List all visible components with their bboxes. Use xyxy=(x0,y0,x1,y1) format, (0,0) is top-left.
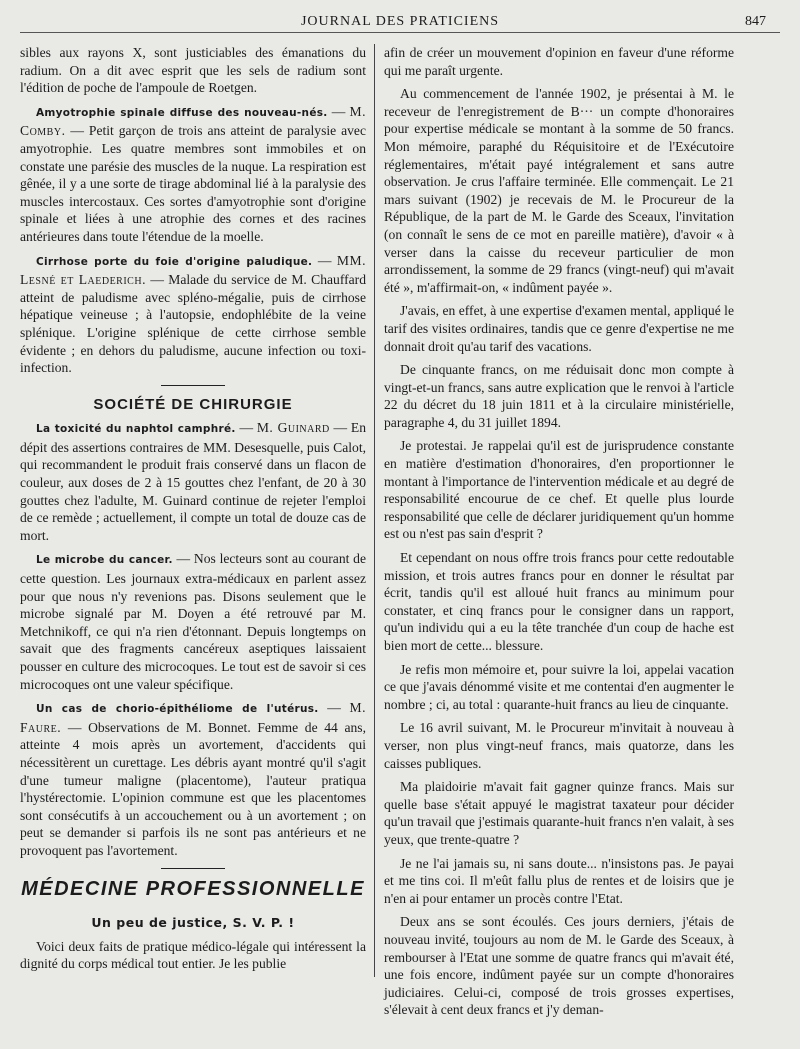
paragraph: J'avais, en effet, à une expertise d'examen mental, appliqué le tarif des visites ordinaires, tandis que ce genre d'expertise ne me donnait droit qu'au tarif des vacations. xyxy=(384,303,734,354)
paragraph: Je protestai. Je rappelai qu'il est de jurisprudence constante en matière d'estimation d'honoraires, d'en proportionner le montant à l'importance de l'intervention médicale et au degré de responsabilité encourue de ce chef. Et quelle plus lourde responsabilité que celle de déclarer juridiquement qu'un homme est ou n'est pas sain d'esprit ? xyxy=(384,438,734,542)
paragraph: afin de créer un mouvement d'opinion en faveur d'une réforme qui me paraît urgente. xyxy=(384,45,734,78)
section-title-medecine: MÉDECINE PROFESSIONNELLE xyxy=(21,877,365,900)
column-divider xyxy=(374,44,375,977)
page-number: 847 xyxy=(745,14,766,29)
article-heading: Un cas de chorio-épithéliome de l'utérus. xyxy=(36,703,319,716)
article-microbe: Le microbe du cancer. — Nos lecteurs sont au courant de cette question. Les journaux extra-médicaux en parlent assez pour que nous n'y revenions pas. Disons seulement que le microbe signalé par M. Doyen a été retrouvé par M. Metchnikoff, ce qui n'a rien d'étonnant. Depuis longtemps on savait que des fragments cancéreux aseptiques laissaient pousser en culture des microcoques. Le tout est de savoir si ces microcoques ont une valeur spécifique. xyxy=(20,551,367,692)
article-subtitle: Un peu de justice, S. V. P. ! xyxy=(91,915,295,931)
article-author: M. Guinard xyxy=(256,420,330,436)
paragraph: De cinquante francs, on me réduisait donc mon compte à vingt-et-un francs, sans autre explication que le renvoi à l'article 22 du décret du 18 juin 1811 et à la circulaire ministérielle, paragraphe 4, du 31 juillet 1894. xyxy=(384,362,734,430)
article-text: Malade du service de M. Chauffard atteint de paludisme avec spléno-mégalie, puis de cirrhose hépatique veineuse ; à l'autopsie, endophlébite de la veine splénique. L'origine splénique de cette cirrhose semble évidente ; en dehors du paludisme, aucune infection ou toxi-infection. xyxy=(20,272,367,376)
article-text: Observations de M. Bonnet. Femme de 44 ans, atteinte 4 mois après un avortement, d'accidents qui nécessitèrent un curettage. Les débris ayant montré qu'il s'agit d'une tumeur maligne (placentome), l'auteur pratiqua l'hystérectomie. L'opinion commune est que les placentomes sont consécutifs à un accouchement ou à un avortement ; on peut se demander si parfois ils ne sont pas antérieurs et ne provoquent pas l'avortement. xyxy=(20,719,367,858)
article-amyotrophie: Amyotrophie spinale diffuse des nouveau-nés. — M. Comby. — Petit garçon de trois ans atteint de paralysie avec amyotrophie. Les quatre membres sont immobiles et on constate une parésie des muscles de la nuque. La respiration est gênée, il y a une sorte de tirage abdominal lié à la paralysie des muscles intercostaux. Ces sortes d'amyotrophie sont d'origine spinale et liées à une atrophie des cornes et des racines antérieures dans toute l'étendue de la moelle. xyxy=(20,103,367,244)
article-heading: La toxicité du naphtol camphré. xyxy=(36,423,236,436)
paragraph: Je ne l'ai jamais su, ni sans doute... n'insistons pas. Je payai et me tins coi. Il m'eût fallu plus de rentes et de loisirs que je n'en ai pour entamer un procès contre l'Etat. xyxy=(384,855,734,906)
closing-paragraph: Voici deux faits de pratique médico-légale qui intéressent la dignité du corps médical tout entier. Je les publie xyxy=(20,938,366,972)
paragraph: Et cependant on nous offre trois francs pour cette redoutable mission, et trois autres francs pour en donner le résultat par écrit, tandis qu'il est alloué huit francs au minimum pour constater, et cinq francs pour le consigner dans un rapport, qu'un individu qui a eu la tête tranchée d'un coup de hache est bien mort de cette... blessure. xyxy=(384,550,734,653)
paragraph: Ma plaidoirie m'avait fait gagner quinze francs. Mais sur quelle base s'était appuyé le magistrat taxateur pour décider qu'un travail que j'estimais quarante-huit francs n'en valait, à ses yeux, que trente-quatre ? xyxy=(384,779,734,847)
paragraph: Au commencement de l'année 1902, je présentai à M. le receveur de l'enregistrement de B··· un compte d'honoraires pour expertise médicale se montant à la somme de 50 francs. Mon mémoire, paraphé du Réquisitoire et de l'Exécutoire réglementaires, m'était payé intégralement et sans autre observation. Je crus l'affaire terminée. Elle commençait. Le 21 mars suivant (1902) je recevais de M. le Procureur de la République, de la part de M. le Garde des Sceaux, l'invitation (on connaît le sens de ce mot en pareille matière), d'avoir « à verser dans la caisse du receveur particulier de mon arrondissement, la somme de 29 francs (vingt-neuf) qui m'avait été », m'affirmait-on, « indûment payée ». xyxy=(384,86,734,295)
running-header xyxy=(20,4,780,33)
article-chorio: Un cas de chorio-épithéliome de l'utérus. — M. Faure. — Observations de M. Bonnet. Femme de 44 ans, atteinte 4 mois après un avortement, d'accidents qui nécessitèrent un curettage. Les débris ayant montré qu'il s'agit d'une tumeur maligne (placentome), l'auteur pratiqua l'hystérectomie. L'opinion commune est que les placentomes sont consécutifs à un accouchement ou à un avortement ; on peut se demander si parfois ils ne sont pas antérieurs et ne provoquent pas l'avortement. xyxy=(20,700,367,858)
paragraph: Deux ans se sont écoulés. Ces jours derniers, j'étais de nouveau invité, toujours au nom de M. le Garde des Sceaux, à rembourser à l'Etat une somme de quatre francs qui m'avait été, une fois encore, indûment payée sur un compte d'honoraires judiciaires. Celui-ci, composé de trois grosses expertises, s'élevait à cent deux francs et j'y deman- xyxy=(384,914,734,1018)
article-text: En dépit des assertions contraires de MM. Desesquelle, puis Calot, qui recommandent le produit frais conservé dans un flacon de couleur, aux doses de 2 à 15 gouttes chez l'enfant, de 20 à 30 gouttes chez l'adulte, M. Guinard continue de rejeter l'emploi de ce remède ; actuellement, il compte un total de douze cas de mort. xyxy=(20,420,367,543)
left-column xyxy=(20,44,366,979)
right-column xyxy=(384,44,734,1025)
article-text: Petit garçon de trois ans atteint de paralysie avec amyotrophie. Les quatre membres sont immobiles et on constate une parésie des muscles de la nuque. La respiration est gênée, il y a une sorte de tirage abdominal lié à la paralysie des muscles intercostaux. Ces sortes d'amyotrophie sont d'origine spinale et liées à une atrophie des cornes et des racines antérieures dans toute l'étendue de la moelle. xyxy=(20,123,366,244)
paragraph: Je refis mon mémoire et, pour suivre la loi, appelai vacation ce que j'avais dénommé visite et me contentai d'en augmenter le nombre ; ci, au total : quarante-huit francs au lieu de cinquante. xyxy=(384,661,734,712)
article-cirrhose: Cirrhose porte du foie d'origine paludique. — MM. Lesné et Laederich. — Malade du service de M. Chauffard atteint de paludisme avec spléno-mégalie, puis de cirrhose hépatique veineuse ; à l'autopsie, endophlébite de la veine splénique. L'origine splénique de cette cirrhose semble évidente ; en dehors du paludisme, aucune infection ou toxi-infection. xyxy=(20,252,367,376)
intro-paragraph: sibles aux rayons X, sont justiciables des émanations du radium. On a dit avec esprit que les sels de radium sont l'édition de poche de l'ampoule de Roetgen. xyxy=(20,45,366,96)
article-heading: Cirrhose porte du foie d'origine paludique. xyxy=(36,255,313,268)
section-divider xyxy=(161,385,225,386)
journal-title: JOURNAL DES PRATICIENS xyxy=(300,14,500,29)
article-text: Nos lecteurs sont au courant de cette question. Les journaux extra-médicaux en parlent assez pour que nous n'y revenions pas. Disons seulement que le microbe signalé par M. Doyen a été retrouvé par M. Metchnikoff, ce qui n'a rien d'étonnant. Depuis longtemps on savait que des fragments cancéreux aseptiques laissaient pousser en culture des microcoques. Le tout est de savoir si ces microcoques ont une valeur spécifique. xyxy=(20,551,367,692)
article-heading: Amyotrophie spinale diffuse des nouveau-nés. xyxy=(36,106,328,119)
article-heading: Le microbe du cancer. xyxy=(36,554,173,567)
section-title-chirurgie: SOCIÉTÉ DE CHIRURGIE xyxy=(93,395,293,413)
article-author: M. Faure. xyxy=(20,700,367,735)
section-divider xyxy=(161,868,225,869)
article-naphtol: La toxicité du naphtol camphré. — M. Guinard — En dépit des assertions contraires de MM. Desesquelle, puis Calot, qui recommandent le produit frais conservé dans un flacon de couleur, aux doses de 2 à 15 gouttes chez l'enfant, de 20 à 30 gouttes chez l'adulte, M. Guinard continue de rejeter l'emploi de ce remède ; actuellement, il compte un total de douze cas de mort. xyxy=(20,420,367,543)
paragraph: Le 16 avril suivant, M. le Procureur m'invitait à nouveau à verser, non plus vingt-neuf francs, mais quatorze, dans les caisses publiques. xyxy=(384,720,734,771)
article-author: M. Comby. xyxy=(20,103,367,139)
article-author: MM. Lesné et Laederich. xyxy=(20,252,366,288)
